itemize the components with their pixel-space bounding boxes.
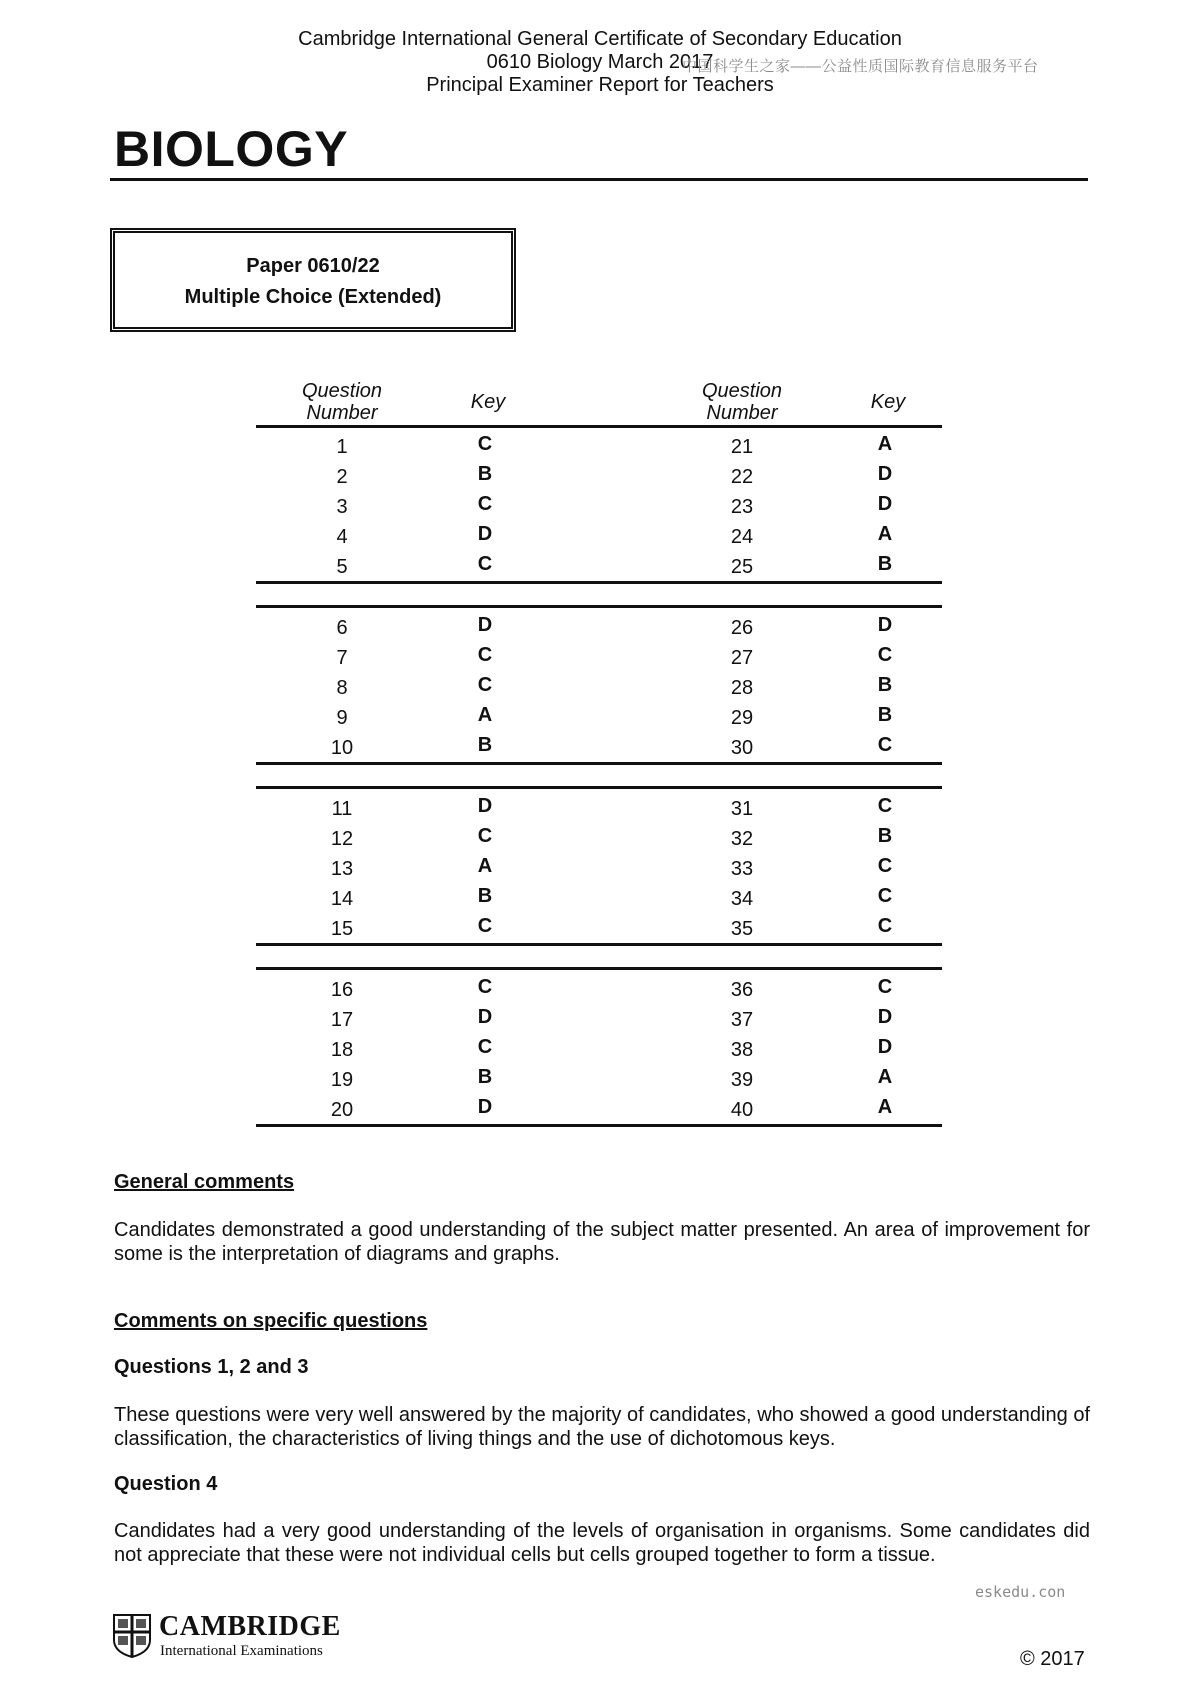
header-syllabus-text: 0610 Biology March 2017 [486,51,714,73]
paper-code: Paper 0610/22 [246,255,380,277]
answer-key: C [877,644,893,666]
col-header-question-left-line1: Question [301,380,383,402]
answer-key: D [877,493,893,515]
answer-key: A [877,1096,893,1118]
question-number: 29 [730,707,754,729]
group-top-rule [256,605,942,608]
question-number: 3 [336,496,348,518]
col-header-question-right-line2: Number [706,402,778,424]
question-number: 25 [730,556,754,578]
question-number: 16 [330,979,354,1001]
answer-key: B [477,1066,493,1088]
question-number: 32 [730,828,754,850]
answer-key: A [877,1066,893,1088]
cambridge-logo-title: CAMBRIDGE [159,1611,341,1642]
question-number: 10 [330,737,354,759]
answer-key: D [477,795,493,817]
question-number: 28 [730,677,754,699]
col-header-key-left: Key [470,391,506,413]
question-number: 2 [336,466,348,488]
question-number: 1 [336,436,348,458]
specific-comments-heading: Comments on specific questions [114,1310,428,1332]
paper-name: Multiple Choice (Extended) [184,286,442,308]
answer-key: C [477,644,493,666]
cambridge-logo-subtitle: International Examinations [160,1643,323,1659]
question-number: 5 [336,556,348,578]
question-number: 9 [336,707,348,729]
answer-key: D [477,523,493,545]
question-number: 27 [730,647,754,669]
answer-key: D [477,1006,493,1028]
answer-key: C [477,674,493,696]
question-number: 22 [730,466,754,488]
answer-key: C [477,433,493,455]
answer-key: C [477,553,493,575]
answer-key: C [477,976,493,998]
question-number: 15 [330,918,354,940]
answer-key: B [877,553,893,575]
footer-site-watermark: eskedu.con [975,1583,1066,1601]
question-number: 21 [730,436,754,458]
question-number: 19 [330,1069,354,1091]
general-comments-heading: General comments [114,1171,295,1193]
subject-title: BIOLOGY [114,121,349,177]
answer-key: D [877,463,893,485]
group-top-rule [256,967,942,970]
question-number: 18 [330,1039,354,1061]
answer-key: C [877,795,893,817]
question-number: 17 [330,1009,354,1031]
question-number: 23 [730,496,754,518]
question-number: 36 [730,979,754,1001]
question-number: 35 [730,918,754,940]
answer-key: A [477,855,493,877]
answer-key: B [877,674,893,696]
answer-key: C [477,915,493,937]
group-bottom-rule [256,943,942,946]
answer-key: B [477,885,493,907]
question-number: 30 [730,737,754,759]
section-heading-q4: Question 4 [114,1473,218,1495]
answer-key: A [877,433,893,455]
answer-key: D [877,1036,893,1058]
col-header-question-right-line1: Question [701,380,783,402]
question-number: 8 [336,677,348,699]
question-number: 39 [730,1069,754,1091]
answer-key: C [477,1036,493,1058]
col-header-question-left-line2: Number [306,402,378,424]
question-number: 31 [730,798,754,820]
answer-key: C [477,493,493,515]
section-heading-q1-3: Questions 1, 2 and 3 [114,1356,309,1378]
question-number: 12 [330,828,354,850]
general-comments-text: Candidates demonstrated a good understanding of the subject matter presented. An area of improvement for some is the interpretation of diagrams and graphs. [114,1219,1090,1265]
answer-key: A [877,523,893,545]
answer-key: D [477,1096,493,1118]
question-number: 11 [331,798,353,820]
section-text-q4: Candidates had a very good understanding of the levels of organisation in organisms. Some candidates did not appreciate that these were not individual cells but cells grouped together to form a tissue. [114,1520,1090,1566]
header-qualification: Cambridge International General Certificate of Secondary Education [298,28,902,50]
table-header-rule [256,425,942,428]
question-number: 26 [730,617,754,639]
group-bottom-rule [256,762,942,765]
question-number: 34 [730,888,754,910]
answer-key: B [877,825,893,847]
question-number: 20 [330,1099,354,1121]
section-text-q1-3: These questions were very well answered by the majority of candidates, who showed a good understanding of classification, the characteristics of living things and the use of dichotomous keys. [114,1404,1090,1450]
answer-key: C [877,855,893,877]
header-watermark: 中国科学生之家——公益性质国际教育信息服务平台 [682,58,1039,75]
question-number: 40 [730,1099,754,1121]
cambridge-shield-icon [113,1614,151,1658]
question-number: 6 [336,617,348,639]
answer-key: C [877,976,893,998]
group-bottom-rule [256,581,942,584]
header-report-title: Principal Examiner Report for Teachers [426,74,774,96]
question-number: 24 [730,526,754,548]
title-rule [110,178,1088,181]
group-bottom-rule [256,1124,942,1127]
question-number: 33 [730,858,754,880]
col-header-key-right: Key [870,391,906,413]
answer-key: A [477,704,493,726]
answer-key: C [877,734,893,756]
question-number: 4 [336,526,348,548]
group-top-rule [256,786,942,789]
answer-key: C [877,885,893,907]
answer-key: C [477,825,493,847]
answer-key: D [877,614,893,636]
paper-box [110,228,516,332]
col-header-question-right [692,380,792,424]
question-number: 7 [336,647,348,669]
col-header-question-left [292,380,392,424]
copyright: © 2017 [1020,1648,1085,1670]
question-number: 14 [330,888,354,910]
answer-key: D [877,1006,893,1028]
question-number: 38 [730,1039,754,1061]
answer-key: C [877,915,893,937]
answer-key: B [477,734,493,756]
question-number: 37 [730,1009,754,1031]
answer-key: B [477,463,493,485]
question-number: 13 [330,858,354,880]
answer-key: D [477,614,493,636]
answer-key: B [877,704,893,726]
